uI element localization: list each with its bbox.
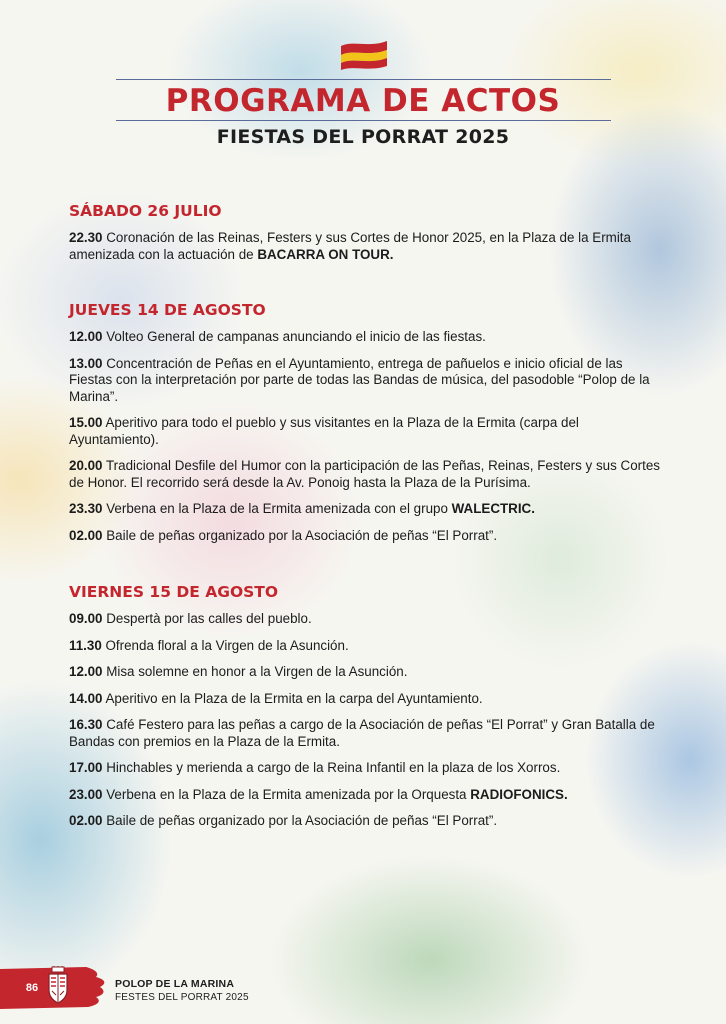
event-text: Verbena en la Plaza de la Ermita amenizada por la Orquesta (102, 786, 471, 802)
event-item (69, 638, 664, 655)
event-time: 11.30 (69, 637, 102, 653)
event-time: 23.30 (69, 501, 103, 516)
page-subtitle: FIESTAS DEL PORRAT 2025 (216, 126, 510, 148)
event-time: 12.00 (69, 664, 103, 679)
event-text: Ofrenda floral a la Virgen de la Asunción. (101, 637, 349, 653)
day-section-jueves (69, 299, 664, 544)
event-time: 22.30 (69, 230, 103, 245)
event-item (69, 230, 664, 263)
event-time: 13.00 (69, 355, 103, 371)
title-top-rule (116, 79, 611, 80)
event-item (69, 501, 664, 518)
footer-publication (115, 978, 249, 1004)
event-time: 14.00 (69, 690, 103, 706)
event-highlight: WALECTRIC. (451, 501, 535, 516)
day-heading: VIERNES 15 DE AGOSTO (69, 583, 279, 601)
event-text: Baile de peñas organizado por la Asociación de peñas “El Porrat”. (102, 813, 498, 828)
event-text: Aperitivo en la Plaza de la Ermita en la carpa del Ayuntamiento. (102, 690, 483, 706)
event-text: Aperitivo para todo el pueblo y sus visitantes en la Plaza de la Ermita (carpa del Ayuntamiento). (69, 415, 579, 447)
footer-edition: FESTES DEL PORRAT 2025 (115, 992, 249, 1003)
event-text: Volteo General de campanas anunciando el inicio de las fiestas. (102, 329, 486, 344)
spain-flag-icon (339, 38, 389, 70)
event-text: Verbena en la Plaza de la Ermita amenizada con el grupo (102, 501, 452, 516)
day-section-sabado (69, 200, 664, 263)
page-title: PROGRAMA DE ACTOS (165, 83, 561, 119)
event-time: 15.00 (69, 415, 103, 430)
event-time: 23.00 (69, 786, 103, 802)
event-highlight: RADIOFONICS. (470, 786, 568, 802)
event-item (69, 356, 664, 406)
event-text: Baile de peñas organizado por la Asociación de peñas “El Porrat”. (102, 527, 498, 543)
event-text: Hinchables y merienda a cargo de la Reina Infantil en la plaza de los Xorros. (102, 760, 561, 775)
event-item (69, 664, 664, 681)
day-heading: SÁBADO 26 JULIO (69, 202, 222, 220)
event-item (69, 760, 664, 777)
event-time: 12.00 (69, 329, 103, 344)
event-item (69, 813, 664, 830)
event-time: 02.00 (69, 813, 103, 828)
town-crest-icon (47, 966, 69, 1004)
title-bottom-rule (116, 120, 611, 121)
event-time: 02.00 (69, 527, 103, 543)
event-text: Café Festero para las peñas a cargo de la Asociación de peñas “El Porrat” y Gran Batalla de Bandas con premios en la Plaza de la Ermita. (69, 717, 655, 749)
event-item (69, 329, 664, 346)
event-text: Concentración de Peñas en el Ayuntamiento, entrega de pañuelos e inicio oficial de las Fiestas con la interpretación por parte de todas las Bandas de música, del pasodoble “Polop de la Marina”. (69, 355, 650, 404)
event-item (69, 787, 664, 804)
event-item (69, 458, 664, 491)
event-item (69, 717, 664, 750)
program-content (69, 200, 664, 840)
event-text: Tradicional Desfile del Humor con la participación de las Peñas, Reinas, Festers y sus Cortes de Honor. El recorrido será desde la Av. Ponoig hasta la Plaza de la Purísima. (69, 458, 660, 490)
event-time: 09.00 (69, 611, 103, 626)
event-item (69, 415, 664, 448)
event-time: 17.00 (69, 760, 103, 775)
event-item (69, 528, 664, 545)
event-time: 20.00 (69, 458, 103, 473)
event-text: Despertà por las calles del pueblo. (102, 611, 312, 626)
page-number: 86 (25, 982, 39, 994)
event-item (69, 691, 664, 708)
event-text: Misa solemne en honor a la Virgen de la Asunción. (102, 664, 408, 679)
event-time: 16.30 (69, 717, 103, 732)
footer-town: POLOP DE LA MARINA (115, 978, 235, 990)
event-item (69, 611, 664, 628)
day-heading: JUEVES 14 DE AGOSTO (69, 301, 266, 319)
event-highlight: BACARRA ON TOUR. (257, 246, 394, 262)
day-section-viernes (69, 581, 664, 830)
event-text: Coronación de las Reinas, Festers y sus Cortes de Honor 2025, en la Plaza de la Ermita amenizada con la actuación de (69, 230, 631, 262)
